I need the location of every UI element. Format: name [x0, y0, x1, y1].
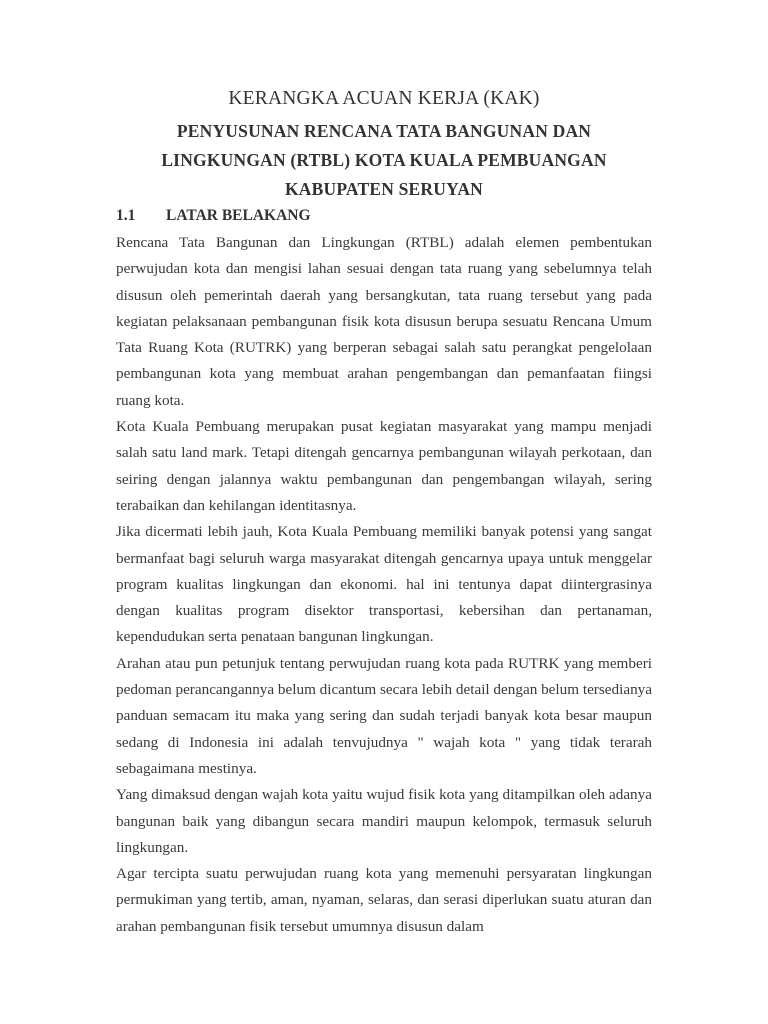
document-subtitle-line-3: KABUPATEN SERUYAN: [284, 179, 484, 199]
section-heading: [116, 207, 311, 225]
section-number: 1.1: [116, 207, 136, 224]
paragraph-rutrk-guidance: Arahan atau pun petunjuk tentang perwujudan ruang kota pada RUTRK yang memberi pedoman perancangannya belum dicantum secara lebih detail dengan belum tersedianya panduan semacam itu maka yang sering dan sudah terjadi banyak kota besar maupun sedang di Indonesia ini adalah tenvujudnya " wajah kota " yang tidak terarah sebagaimana mestinya.: [116, 654, 652, 777]
document-subtitle-line-1: PENYUSUNAN RENCANA TATA BANGUNAN DAN: [176, 121, 592, 141]
paragraph-rtbl-definition: Rencana Tata Bangunan dan Lingkungan (RTBL) adalah elemen pembentukan perwujudan kota dan mengisi lahan sesuai dengan tata ruang yang sebelumnya telah disusun oleh pemerintah daerah yang bersangkutan, tata ruang tersebut yang pada kegiatan pelaksanaan pembangunan fisik kota disusun berupa sesuatu Rencana Umum Tata Ruang Kota (RUTRK) yang berperan sebagai salah satu perangkat pengelolaan pembangunan kota yang membuat arahan pengembangan dan pemanfaatan fiingsi ruang kota.: [116, 234, 652, 409]
paragraph-city-face: Yang dimaksud dengan wajah kota yaitu wujud fisik kota yang ditampilkan oleh adanya bangunan baik yang dibangun secara mandiri maupun kelompok, termasuk seluruh lingkungan.: [116, 786, 652, 856]
section-body: [116, 230, 652, 940]
paragraph-kuala-pembuang-landmark: Kota Kuala Pembuang merupakan pusat kegiatan masyarakat yang mampu menjadi salah satu land mark. Tetapi ditengah gencarnya pembangunan wilayah perkotaan, dan seiring dengan jalannya waktu pembangunan dan pengembangan wilayah, sering terabaikan dan kehilangan identitasnya.: [116, 418, 652, 514]
document-title: KERANGKA ACUAN KERJA (KAK): [228, 88, 540, 109]
document-subtitle-line-2: LINGKUNGAN (RTBL) KOTA KUALA PEMBUANGAN: [161, 150, 607, 170]
section-title: LATAR BELAKANG: [166, 207, 311, 224]
paragraph-spatial-realization: Agar tercipta suatu perwujudan ruang kota yang memenuhi persyaratan lingkungan permukiman yang tertib, aman, nyaman, selaras, dan serasi diperlukan suatu aturan dan arahan pembangunan fisik tersebut umumnya disusun dalam: [116, 865, 652, 935]
paragraph-potential: Jika dicermati lebih jauh, Kota Kuala Pembuang memiliki banyak potensi yang sangat bermanfaat bagi seluruh warga masyarakat ditengah gencarnya upaya untuk menggelar program kualitas lingkungan dan ekonomi. hal ini tentunya dapat diintergrasinya dengan kualitas program disektor transportasi, kebersihan dan pertanaman, kependudukan serta penataan bangunan lingkungan.: [116, 523, 652, 646]
